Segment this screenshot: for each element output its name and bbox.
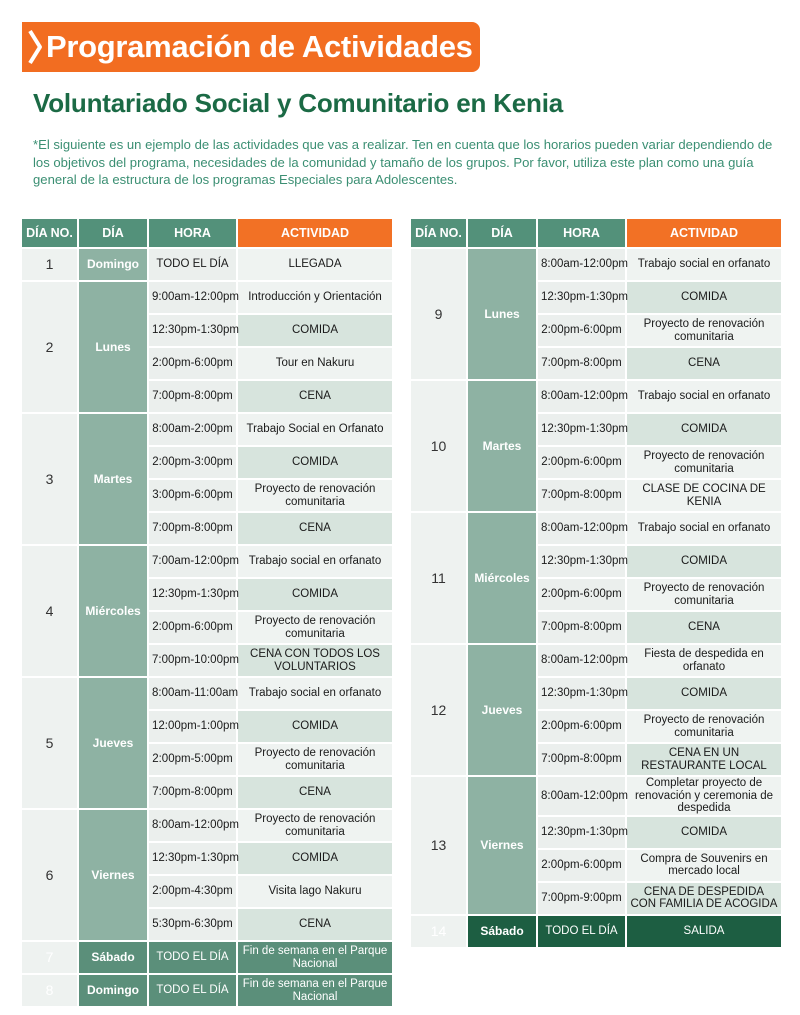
time-cell: 12:30pm-1:30pm: [149, 843, 236, 874]
time-cell: 12:30pm-1:30pm: [538, 678, 625, 709]
activity-cell: COMIDA: [238, 315, 392, 346]
schedule-row: [22, 909, 392, 940]
time-cell: 2:00pm-6:00pm: [538, 315, 625, 346]
activity-cell: Proyecto de renovación comunitaria: [627, 579, 781, 610]
activity-cell: CENA: [627, 612, 781, 643]
time-cell: 2:00pm-6:00pm: [149, 612, 236, 643]
header-dia: DÍA: [468, 219, 536, 247]
activity-cell: CENA: [238, 513, 392, 544]
schedule-row: [22, 612, 392, 643]
time-cell: 8:00am-12:00pm: [538, 777, 625, 815]
activity-cell: Introducción y Orientación: [238, 282, 392, 313]
time-cell: 2:00pm-3:00pm: [149, 447, 236, 478]
schedule-row: [22, 579, 392, 610]
time-cell: 12:30pm-1:30pm: [538, 414, 625, 445]
schedule-row: [411, 414, 781, 445]
time-cell: 2:00pm-6:00pm: [149, 348, 236, 379]
activity-cell: Trabajo social en orfanato: [238, 546, 392, 577]
schedule-row: [411, 850, 781, 881]
time-cell: 12:30pm-1:30pm: [149, 579, 236, 610]
activity-cell: LLEGADA: [238, 249, 392, 280]
schedule-row: [411, 645, 781, 676]
activity-cell: Trabajo social en orfanato: [627, 381, 781, 412]
time-cell: 7:00pm-8:00pm: [538, 348, 625, 379]
day-name: Lunes: [468, 249, 536, 379]
time-cell: 2:00pm-6:00pm: [538, 850, 625, 881]
day-number: 1: [22, 249, 77, 280]
day-number: 11: [411, 513, 466, 643]
intro-note: *El siguiente es un ejemplo de las actividades que vas a realizar. Ten en cuenta que los horarios pueden variar dependiendo de los objetivos del programa, necesidades de la comunidad y tamaño de los grupos. Por favor, utiliza este plan como una guía general de la estructura de los programas Especiales para Adolescentes.: [33, 137, 773, 187]
schedule-row: [22, 480, 392, 511]
time-cell: 2:00pm-4:30pm: [149, 876, 236, 907]
schedule-row: [22, 381, 392, 412]
time-cell: 12:30pm-1:30pm: [538, 817, 625, 848]
activity-cell: COMIDA: [627, 282, 781, 313]
schedule-table-left: [20, 217, 394, 1008]
activity-cell: Trabajo social en orfanato: [627, 249, 781, 280]
day-number: 4: [22, 546, 77, 676]
activity-cell: Proyecto de renovación comunitaria: [238, 480, 392, 511]
time-cell: 7:00pm-8:00pm: [149, 777, 236, 808]
activity-cell: CENA DE DESPEDIDA CON FAMILIA DE ACOGIDA: [627, 883, 781, 914]
time-cell: 8:00am-12:00pm: [538, 249, 625, 280]
page-subtitle: Voluntariado Social y Comunitario en Kenia: [33, 88, 563, 118]
time-cell: 5:30pm-6:30pm: [149, 909, 236, 940]
schedule-row: [22, 744, 392, 775]
activity-cell: SALIDA: [627, 916, 781, 947]
day-name: Martes: [79, 414, 147, 544]
time-cell: 8:00am-12:00pm: [538, 513, 625, 544]
schedule-row: [22, 414, 392, 445]
activity-cell: COMIDA: [238, 843, 392, 874]
day-name: Miércoles: [79, 546, 147, 676]
day-number: 8: [22, 975, 77, 1006]
activity-cell: CENA: [238, 381, 392, 412]
time-cell: TODO EL DÍA: [538, 916, 625, 947]
schedule-row: [22, 546, 392, 577]
time-cell: 2:00pm-6:00pm: [538, 447, 625, 478]
schedule-row: [22, 447, 392, 478]
day-name: Miércoles: [468, 513, 536, 643]
activity-cell: Proyecto de renovación comunitaria: [627, 447, 781, 478]
time-cell: 7:00pm-8:00pm: [538, 744, 625, 775]
activity-cell: CENA: [627, 348, 781, 379]
activity-cell: Fiesta de despedida en orfanato: [627, 645, 781, 676]
activity-cell: Proyecto de renovación comunitaria: [627, 315, 781, 346]
time-cell: 7:00pm-9:00pm: [538, 883, 625, 914]
schedule-row: [22, 678, 392, 709]
day-name: Jueves: [468, 645, 536, 775]
day-name: Viernes: [79, 810, 147, 940]
schedule-row: [411, 348, 781, 379]
time-cell: 2:00pm-6:00pm: [538, 711, 625, 742]
activity-cell: COMIDA: [627, 678, 781, 709]
time-cell: 2:00pm-6:00pm: [538, 579, 625, 610]
activity-cell: Tour en Nakuru: [238, 348, 392, 379]
schedule-row: [411, 777, 781, 815]
activity-cell: COMIDA: [627, 414, 781, 445]
time-cell: 8:00am-12:00pm: [538, 645, 625, 676]
activity-cell: COMIDA: [238, 579, 392, 610]
header-dia: DÍA: [79, 219, 147, 247]
day-number: 13: [411, 777, 466, 914]
time-cell: 7:00pm-8:00pm: [149, 513, 236, 544]
activity-cell: CENA EN UN RESTAURANTE LOCAL: [627, 744, 781, 775]
activity-cell: Visita lago Nakuru: [238, 876, 392, 907]
day-number: 6: [22, 810, 77, 940]
activity-cell: COMIDA: [238, 711, 392, 742]
activity-cell: Proyecto de renovación comunitaria: [627, 711, 781, 742]
time-cell: 7:00pm-8:00pm: [149, 381, 236, 412]
header-hora: HORA: [149, 219, 236, 247]
header-hora: HORA: [538, 219, 625, 247]
schedule-row: [22, 777, 392, 808]
time-cell: 8:00am-12:00pm: [149, 810, 236, 841]
schedule-row: [411, 381, 781, 412]
schedule-row: [22, 975, 392, 1006]
schedule-row: [411, 678, 781, 709]
day-number: 2: [22, 282, 77, 412]
day-number: 9: [411, 249, 466, 379]
schedule-row: [22, 282, 392, 313]
schedule-row: [411, 480, 781, 511]
activity-cell: CENA: [238, 909, 392, 940]
day-name: Sábado: [468, 916, 536, 947]
schedule-row: [411, 513, 781, 544]
activity-cell: Fin de semana en el Parque Nacional: [238, 975, 392, 1006]
time-cell: 8:00am-11:00am: [149, 678, 236, 709]
day-name: Domingo: [79, 249, 147, 280]
activity-cell: Trabajo social en orfanato: [627, 513, 781, 544]
time-cell: 3:00pm-6:00pm: [149, 480, 236, 511]
header-dia-no: DÍA NO.: [411, 219, 466, 247]
schedule-table-right: [409, 217, 783, 949]
schedule-row: [22, 645, 392, 676]
activity-cell: COMIDA: [627, 546, 781, 577]
schedule-row: [22, 348, 392, 379]
activity-cell: Completar proyecto de renovación y ceremonia de despedida: [627, 777, 781, 815]
activity-cell: Trabajo Social en Orfanato: [238, 414, 392, 445]
schedule-row: [22, 315, 392, 346]
activity-cell: COMIDA: [238, 447, 392, 478]
day-number: 3: [22, 414, 77, 544]
time-cell: 9:00am-12:00pm: [149, 282, 236, 313]
header-actividad: ACTIVIDAD: [627, 219, 781, 247]
day-number: 5: [22, 678, 77, 808]
day-name: Jueves: [79, 678, 147, 808]
schedule-row: [411, 612, 781, 643]
schedule-row: [22, 249, 392, 280]
time-cell: 12:00pm-1:00pm: [149, 711, 236, 742]
schedule-row: [22, 810, 392, 841]
schedule-row: [411, 546, 781, 577]
time-cell: 7:00pm-8:00pm: [538, 480, 625, 511]
title-banner: [22, 22, 480, 72]
activity-cell: Fin de semana en el Parque Nacional: [238, 942, 392, 973]
schedule-row: [411, 883, 781, 914]
day-name: Lunes: [79, 282, 147, 412]
schedule-row: [22, 513, 392, 544]
schedule-row: [411, 579, 781, 610]
time-cell: 7:00pm-10:00pm: [149, 645, 236, 676]
day-number: 14: [411, 916, 466, 947]
day-name: Viernes: [468, 777, 536, 914]
schedule-row: [411, 711, 781, 742]
schedule-row: [22, 876, 392, 907]
schedule-row: [411, 744, 781, 775]
day-number: 7: [22, 942, 77, 973]
time-cell: TODO EL DÍA: [149, 942, 236, 973]
schedule-row: [411, 447, 781, 478]
activity-cell: Proyecto de renovación comunitaria: [238, 810, 392, 841]
schedule-row: [411, 282, 781, 313]
time-cell: 7:00am-12:00pm: [149, 546, 236, 577]
time-cell: TODO EL DÍA: [149, 249, 236, 280]
schedule-row: [411, 916, 781, 947]
activity-cell: Proyecto de renovación comunitaria: [238, 612, 392, 643]
schedule-row: [411, 315, 781, 346]
time-cell: 2:00pm-5:00pm: [149, 744, 236, 775]
activity-cell: Proyecto de renovación comunitaria: [238, 744, 392, 775]
page-title: Programación de Actividades: [46, 29, 473, 64]
activity-cell: CENA: [238, 777, 392, 808]
schedule-row: [22, 942, 392, 973]
schedule-row: [22, 711, 392, 742]
activity-cell: COMIDA: [627, 817, 781, 848]
schedule-row: [411, 249, 781, 280]
schedule-row: [411, 817, 781, 848]
time-cell: 8:00am-2:00pm: [149, 414, 236, 445]
activity-cell: CLASE DE COCINA DE KENIA: [627, 480, 781, 511]
day-name: Martes: [468, 381, 536, 511]
activity-cell: Trabajo social en orfanato: [238, 678, 392, 709]
time-cell: 12:30pm-1:30pm: [538, 546, 625, 577]
activity-cell: Compra de Souvenirs en mercado local: [627, 850, 781, 881]
time-cell: 12:30pm-1:30pm: [538, 282, 625, 313]
header-actividad: ACTIVIDAD: [238, 219, 392, 247]
day-name: Domingo: [79, 975, 147, 1006]
day-name: Sábado: [79, 942, 147, 973]
activity-cell: CENA CON TODOS LOS VOLUNTARIOS: [238, 645, 392, 676]
schedule-row: [22, 843, 392, 874]
time-cell: TODO EL DÍA: [149, 975, 236, 1006]
time-cell: 7:00pm-8:00pm: [538, 612, 625, 643]
time-cell: 8:00am-12:00pm: [538, 381, 625, 412]
time-cell: 12:30pm-1:30pm: [149, 315, 236, 346]
chevron-right-icon: [26, 28, 44, 66]
day-number: 10: [411, 381, 466, 511]
day-number: 12: [411, 645, 466, 775]
header-dia-no: DÍA NO.: [22, 219, 77, 247]
